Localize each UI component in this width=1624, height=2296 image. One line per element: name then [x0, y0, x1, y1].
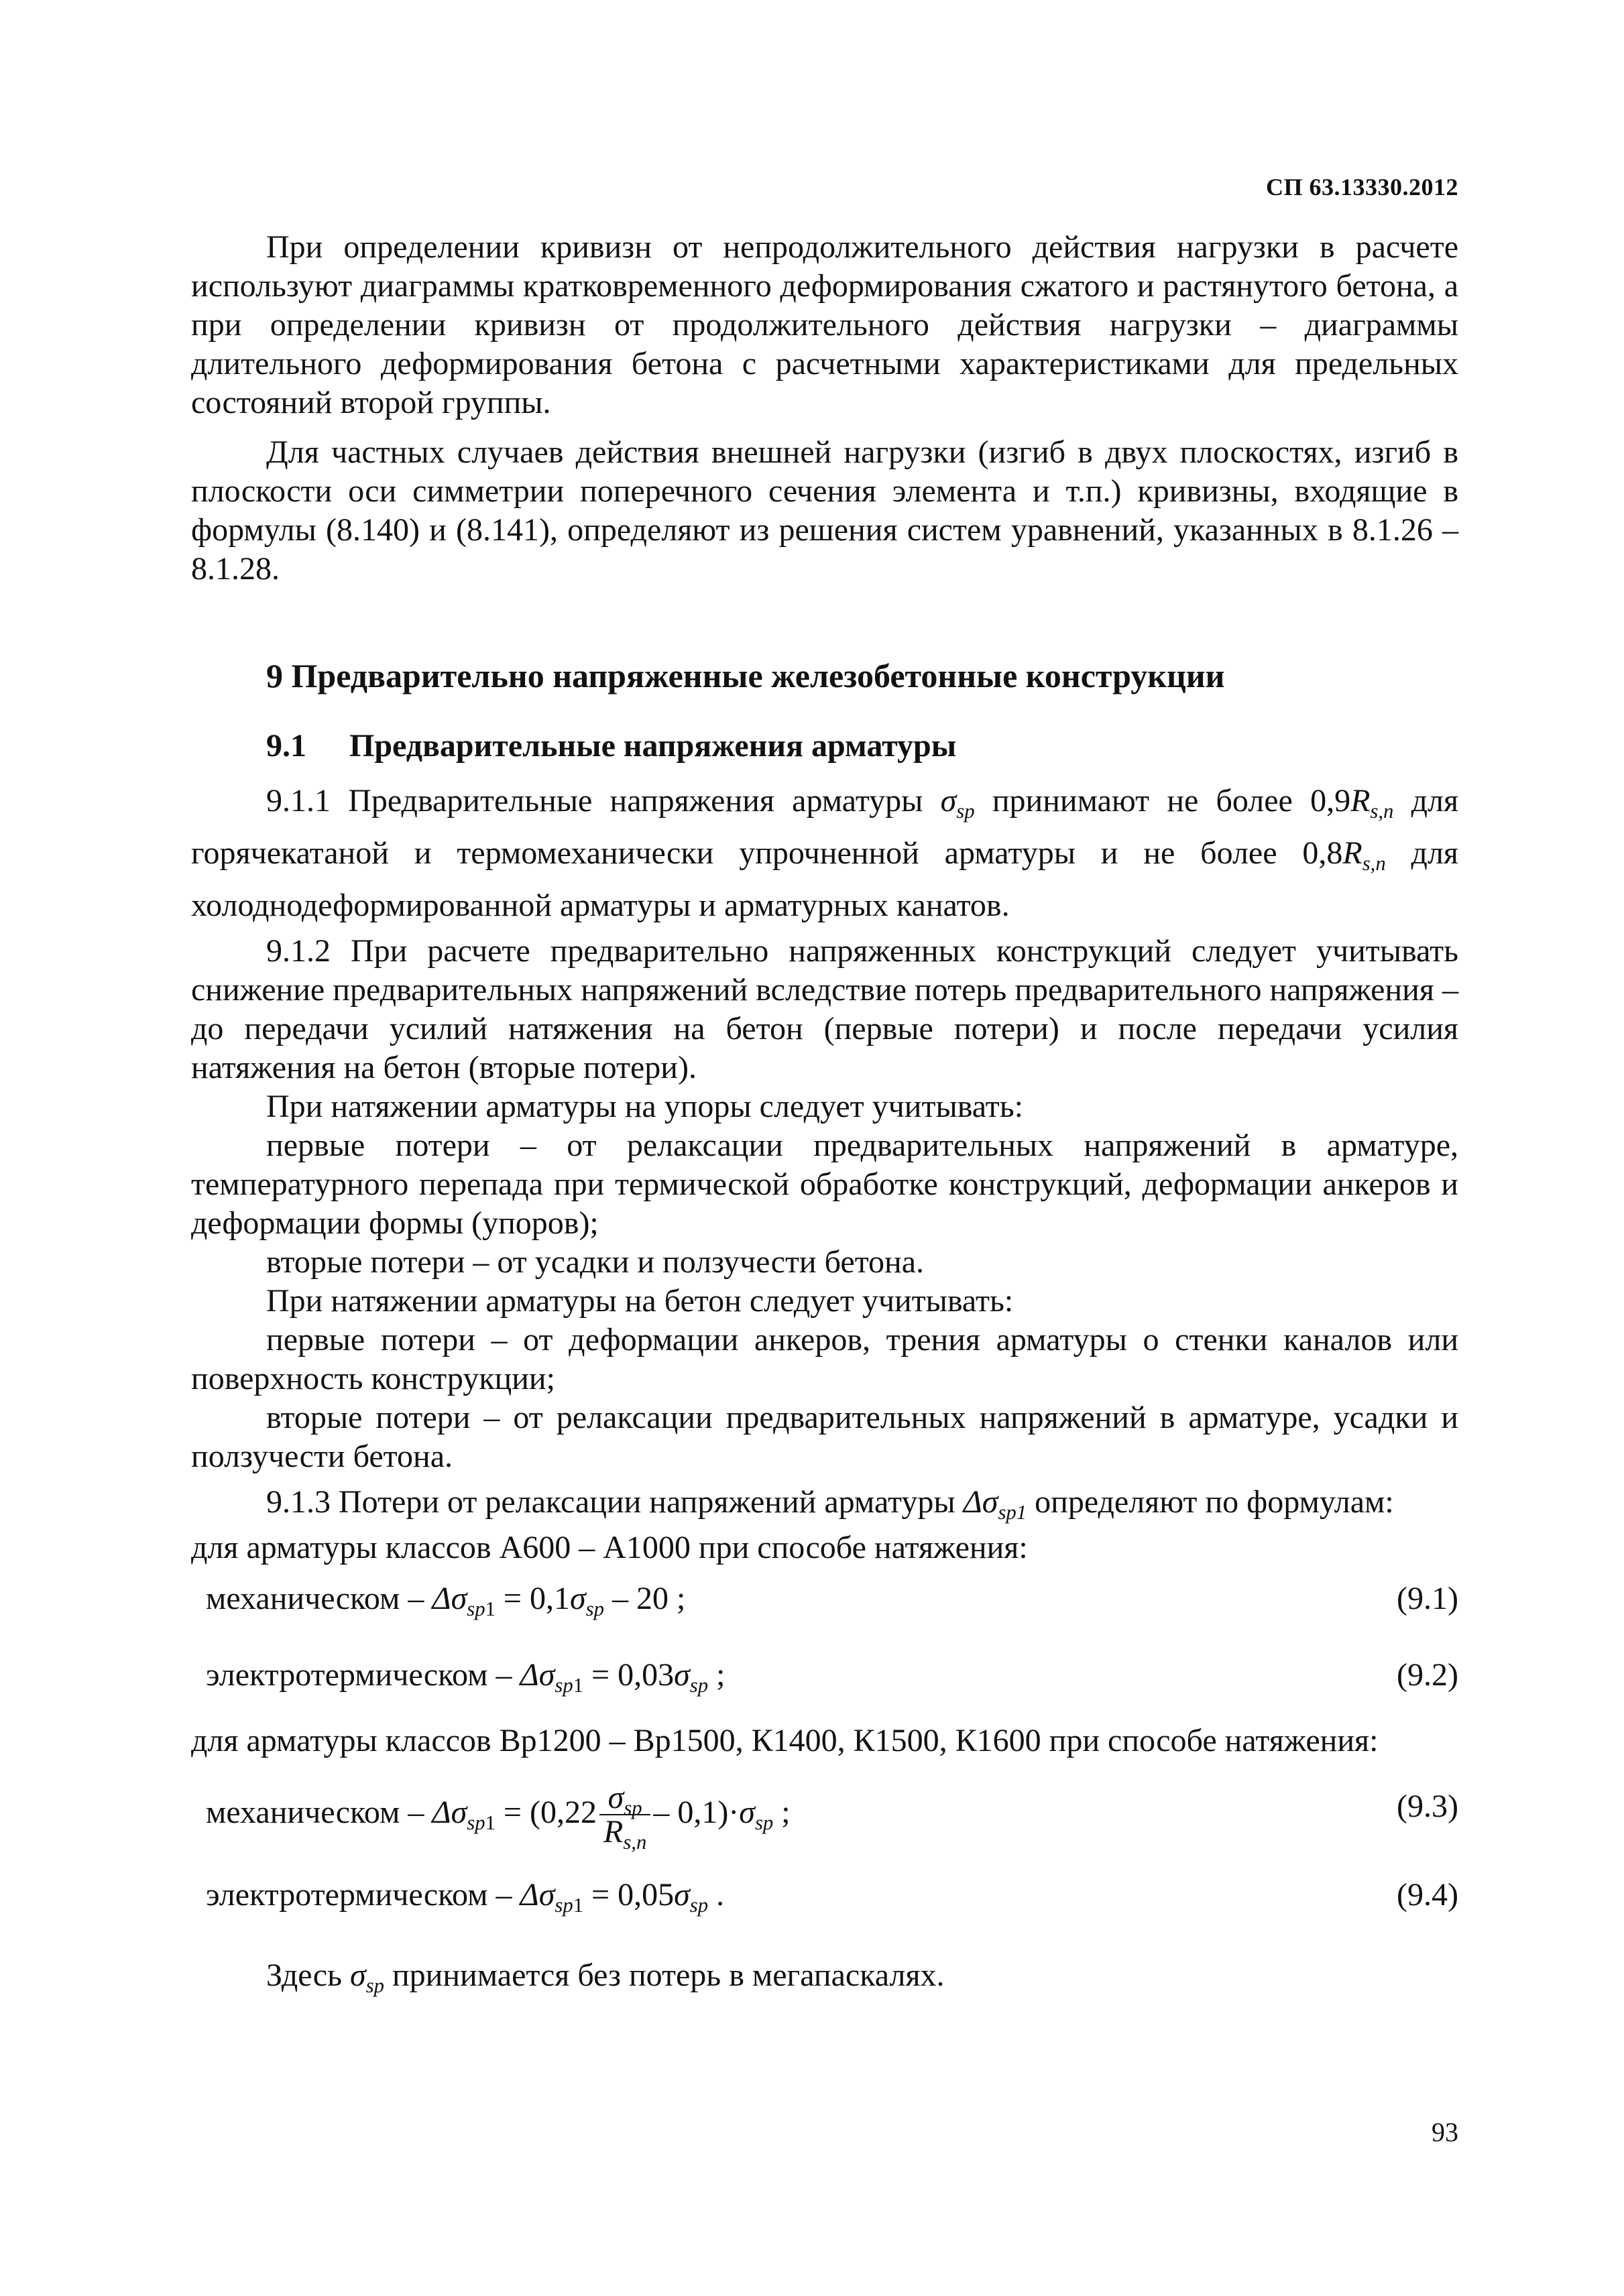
delta-sigma-sp1-symbol: $\Delta\sigma_{sp1}$ [963, 1484, 1027, 1524]
sigma-sp-symbol: $\sigma_{sp}$ [940, 783, 975, 823]
section-number: 9 [266, 657, 283, 694]
clause-9-1-1-mid: принимают не более [992, 783, 1293, 819]
stops-first-losses: первые потери – от релаксации предварительных напряжений в арматуре, температурного перепада при термической обработке конструкций, деформации анкеров и деформации формы (упоров); [191, 1128, 1458, 1241]
formula-9-1-number: (9.1) [1397, 1581, 1458, 1616]
subsection-number: 9.1 [266, 728, 306, 764]
concrete-second-losses: вторые потери – от релаксации предварительных напряжений в арматуре, усадки и ползучести бетона. [191, 1400, 1458, 1474]
note-here [191, 1956, 1458, 1995]
stops-second-losses: вторые потери – от усадки и ползучести бетона. [266, 1244, 925, 1280]
formula-9-3-expression: механическом – $\Delta\sigma_{sp1} = (0,22$ $\frac{\sigma_{sp}}{R_{s,n}}$ – $0,1)\cdot\sigma_{sp}$ ; [206, 1779, 791, 1854]
clause-9-1-1-lead: 9.1.1 Предварительные напряжения арматуры [266, 783, 923, 819]
formula-9-2 [191, 1656, 1458, 1695]
concrete-intro: При натяжении арматуры на бетон следует учитывать: [266, 1283, 1014, 1319]
formula-9-1 [191, 1579, 1458, 1618]
clause-9-1-1 [191, 775, 1458, 932]
note-here-lead: Здесь [266, 1957, 342, 1993]
note-here-tail: принимается без потерь в мегапаскалях. [392, 1957, 945, 1993]
formula-9-4-expression: электротермическом – $\Delta\sigma_{sp1} = 0,05\sigma_{sp}$ . [206, 1877, 725, 1917]
classes-a600-a1000: для арматуры классов А600 – А1000 при способе натяжения: [191, 1530, 1028, 1565]
clause-9-1-2: 9.1.2 При расчете предварительно напряженных конструкций следует учитывать снижение предварительных напряжений вследствие потерь предварительного напряжения – до передачи усилий натяжения на бетон (первые потери) и после передачи усилия натяжения на бетон (вторые потери). [191, 933, 1458, 1085]
clause-9-1-1-cold: для холоднодеформированной арматуры и арматурных канатов. [191, 835, 1458, 923]
formula-9-3 [191, 1772, 1458, 1853]
section-title: Предварительно напряженные железобетонные конструкции [291, 657, 1225, 694]
document-code-header: СП 63.13330.2012 [1266, 174, 1458, 200]
section-heading [266, 656, 1458, 696]
page-number: 93 [1432, 2117, 1458, 2147]
document-body [191, 228, 1458, 1995]
note-sigma-sp-symbol: $\sigma_{sp}$ [349, 1957, 384, 1997]
limit-09-symbol: $0,9R_{s,n}$ [1310, 783, 1394, 823]
limit-08-symbol: $0,8R_{s,n}$ [1302, 835, 1386, 875]
fraction-sigma-over-r: $\frac{\sigma_{sp}}{R_{s,n}}$ [599, 1782, 650, 1849]
formula-9-4 [191, 1876, 1458, 1915]
subsection-heading [266, 727, 1458, 766]
concrete-first-losses: первые потери – от деформации анкеров, трения арматуры о стенки каналов или поверхность конструкции; [191, 1322, 1458, 1396]
formula-9-4-label: электротермическом – [206, 1877, 512, 1913]
stops-intro: При натяжении арматуры на упоры следует учитывать: [266, 1089, 1023, 1124]
formula-9-4-number: (9.4) [1397, 1877, 1458, 1913]
paragraph-special-cases: Для частных случаев действия внешней нагрузки (изгиб в двух плоскостях, изгиб в плоскости оси симметрии поперечного сечения элемента и т.п.) кривизны, входящие в формулы (8.140) и (8.141), определяют из решения систем уравнений, указанных в 8.1.26 – 8.1.28. [191, 434, 1458, 587]
formula-9-3-label: механическом – [206, 1795, 424, 1830]
clause-9-1-3-tail: определяют по формулам: [1035, 1484, 1394, 1520]
paragraph-curvature-diagrams: При определении кривизн от непродолжительного действия нагрузки в расчете используют диаграммы кратковременного деформирования сжатого и растянутого бетона, а при определении кривизн от продолжительного действия нагрузки – диаграммы длительного деформирования бетона с расчетными характеристиками для предельных состояний второй группы. [191, 229, 1458, 420]
formula-9-3-number: (9.3) [1397, 1789, 1458, 1824]
classes-bp1200-k1600: для арматуры классов Bр1200 – Bр1500, К1400, К1500, К1600 при способе натяжения: [191, 1723, 1379, 1758]
clause-9-1-1-hot-rolled: для горячекатаной и термомеханически упрочненной арматуры и не более [191, 783, 1459, 871]
formula-9-2-label: электротермическом – [206, 1657, 512, 1693]
formula-9-1-expression: механическом – $\Delta\sigma_{sp1} = 0,1\sigma_{sp} - 20$ ; [206, 1581, 686, 1620]
formula-9-1-label: механическом – [206, 1581, 424, 1616]
clause-9-1-3 [191, 1476, 1458, 1528]
formula-9-2-number: (9.2) [1397, 1657, 1458, 1693]
clause-9-1-3-lead: 9.1.3 Потери от релаксации напряжений арматуры [266, 1484, 955, 1520]
document-page [191, 0, 1458, 2296]
formula-9-2-expression: электротермическом – $\Delta\sigma_{sp1} = 0,03\sigma_{sp}$ ; [206, 1657, 726, 1697]
subsection-title: Предварительные напряжения арматуры [349, 728, 957, 764]
